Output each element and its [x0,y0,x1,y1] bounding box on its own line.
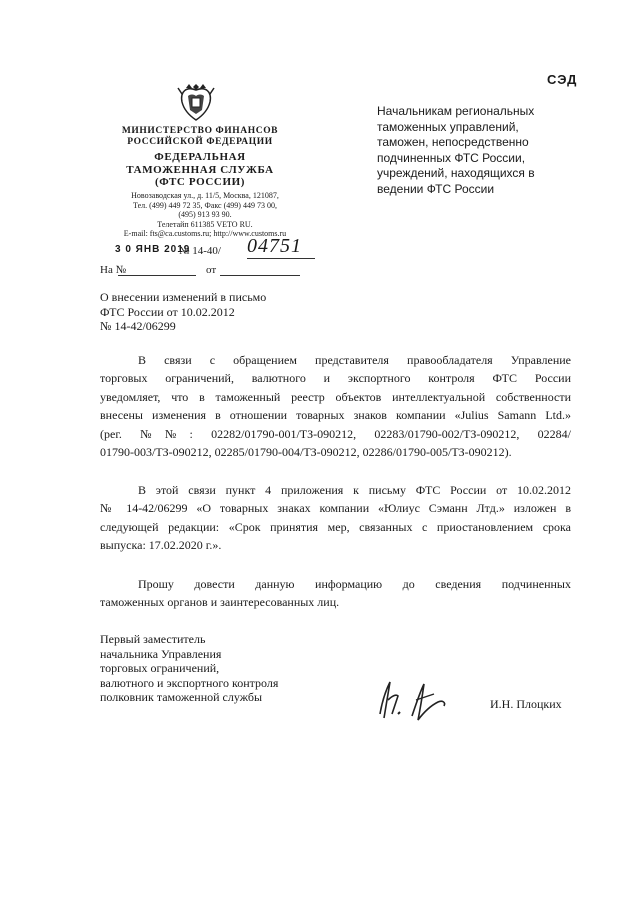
handwritten-signature [372,670,452,724]
address-line: (495) 913 93 90. [178,210,232,220]
recipient-line: таможенных управлений, [377,119,519,134]
signatory-name: И.Н. Плоцких [490,697,562,711]
registration-date-stamp: 3 0 ЯНВ 2019 [115,244,191,255]
signatory-title-line: торговых ограничений, [100,661,220,675]
recipient-line: Начальникам региональных [377,104,535,118]
address-line: E-mail: fts@ca.customs.ru; http://www.customs.ru [123,229,287,239]
coat-of-arms-emblem [176,80,216,124]
subject-line: № 14-42/06299 [100,319,176,333]
reference-number-label: На № [100,264,127,276]
body-paragraph-1 [100,351,571,461]
address-line: Новозаводская ул., д. 11/5, Москва, 121087, [131,191,279,200]
recipient-line: ведении ФТС России [377,181,495,196]
document-system-mark: СЭД [547,72,578,87]
body-line: В этой связи пункт 4 приложения к письму ФТС России от 10.02.2012 [138,483,571,497]
ministry-heading [100,126,300,148]
body-line: (рег. №№: 02282/01790-001/ТЗ-090212, 02283/01790-002/ТЗ-090212, 02284/ [100,426,571,441]
subject-line: ФТС России от 10.02.2012 [100,304,235,319]
body-line: В связи с обращением представителя правообладателя Управление [138,353,571,367]
reference-number-blank [118,275,196,276]
signatory-title [100,632,278,705]
registration-number-prefix: № 14-40/ [179,245,221,257]
ministry-line: МИНИСТЕРСТВО ФИНАНСОВ [121,126,279,136]
letter-subject [100,290,266,334]
service-line: ТАМОЖЕННАЯ СЛУЖБА [126,163,274,176]
recipient-block [377,104,567,198]
signatory-title-line: полковник таможенной службы [100,690,263,704]
contact-address [100,191,310,239]
body-line: № 14-42/06299 «О товарных знаках компании «Юлиус Сэманн Лтд.» изложен в [100,501,571,516]
reference-date-label: от [206,264,217,276]
address-line: Телетайп 611385 VETO RU. [157,219,253,229]
service-line: (ФТС РОССИИ) [154,176,246,188]
reference-date-blank [220,275,300,276]
service-line: ФЕДЕРАЛЬНАЯ [154,151,246,163]
body-line: внесены изменения в отношении товарных знаков компании «Julius Samann Ltd.» [100,408,571,423]
signatory-title-line: начальника Управления [100,646,222,661]
ministry-line: РОССИЙСКОЙ ФЕДЕРАЦИИ [127,137,273,147]
recipient-line: таможен, непосредственно [377,135,529,150]
recipient-line: учреждений, находящихся в [377,166,535,181]
body-line: торговых ограничений, валютного и экспортного контроля ФТС России [100,371,571,386]
body-line: выпуска: 17.02.2020 г.». [100,538,222,553]
signatory-title-line: валютного и экспортного контроля [100,675,279,690]
service-heading [100,151,300,189]
signatory-title-line: Первый заместитель [100,632,206,646]
body-paragraph-3 [100,575,571,612]
body-paragraph-2 [100,481,571,555]
body-line: таможенных органов и заинтересованных лиц. [100,595,340,610]
recipient-line: подчиненных ФТС России, [377,150,526,165]
address-line: Тел. (499) 449 72 35, Факс (499) 449 73 00, [133,200,277,210]
body-line: уведомляет, что в таможенный реестр объектов интеллектуальной собственности [100,389,571,404]
body-line: следующей редакции: «Срок принятия мер, связанных с приостановлением срока [100,519,571,534]
registration-number-handwritten: 04751 [247,235,302,257]
body-line: Прошу довести данную информацию до сведения подчиненных [138,577,571,591]
body-line: 01790-003/ТЗ-090212, 02285/01790-004/ТЗ-090212, 02286/01790-005/ТЗ-090212). [100,445,512,460]
subject-line: О внесении изменений в письмо [100,290,267,304]
registration-number-underline [247,258,315,259]
